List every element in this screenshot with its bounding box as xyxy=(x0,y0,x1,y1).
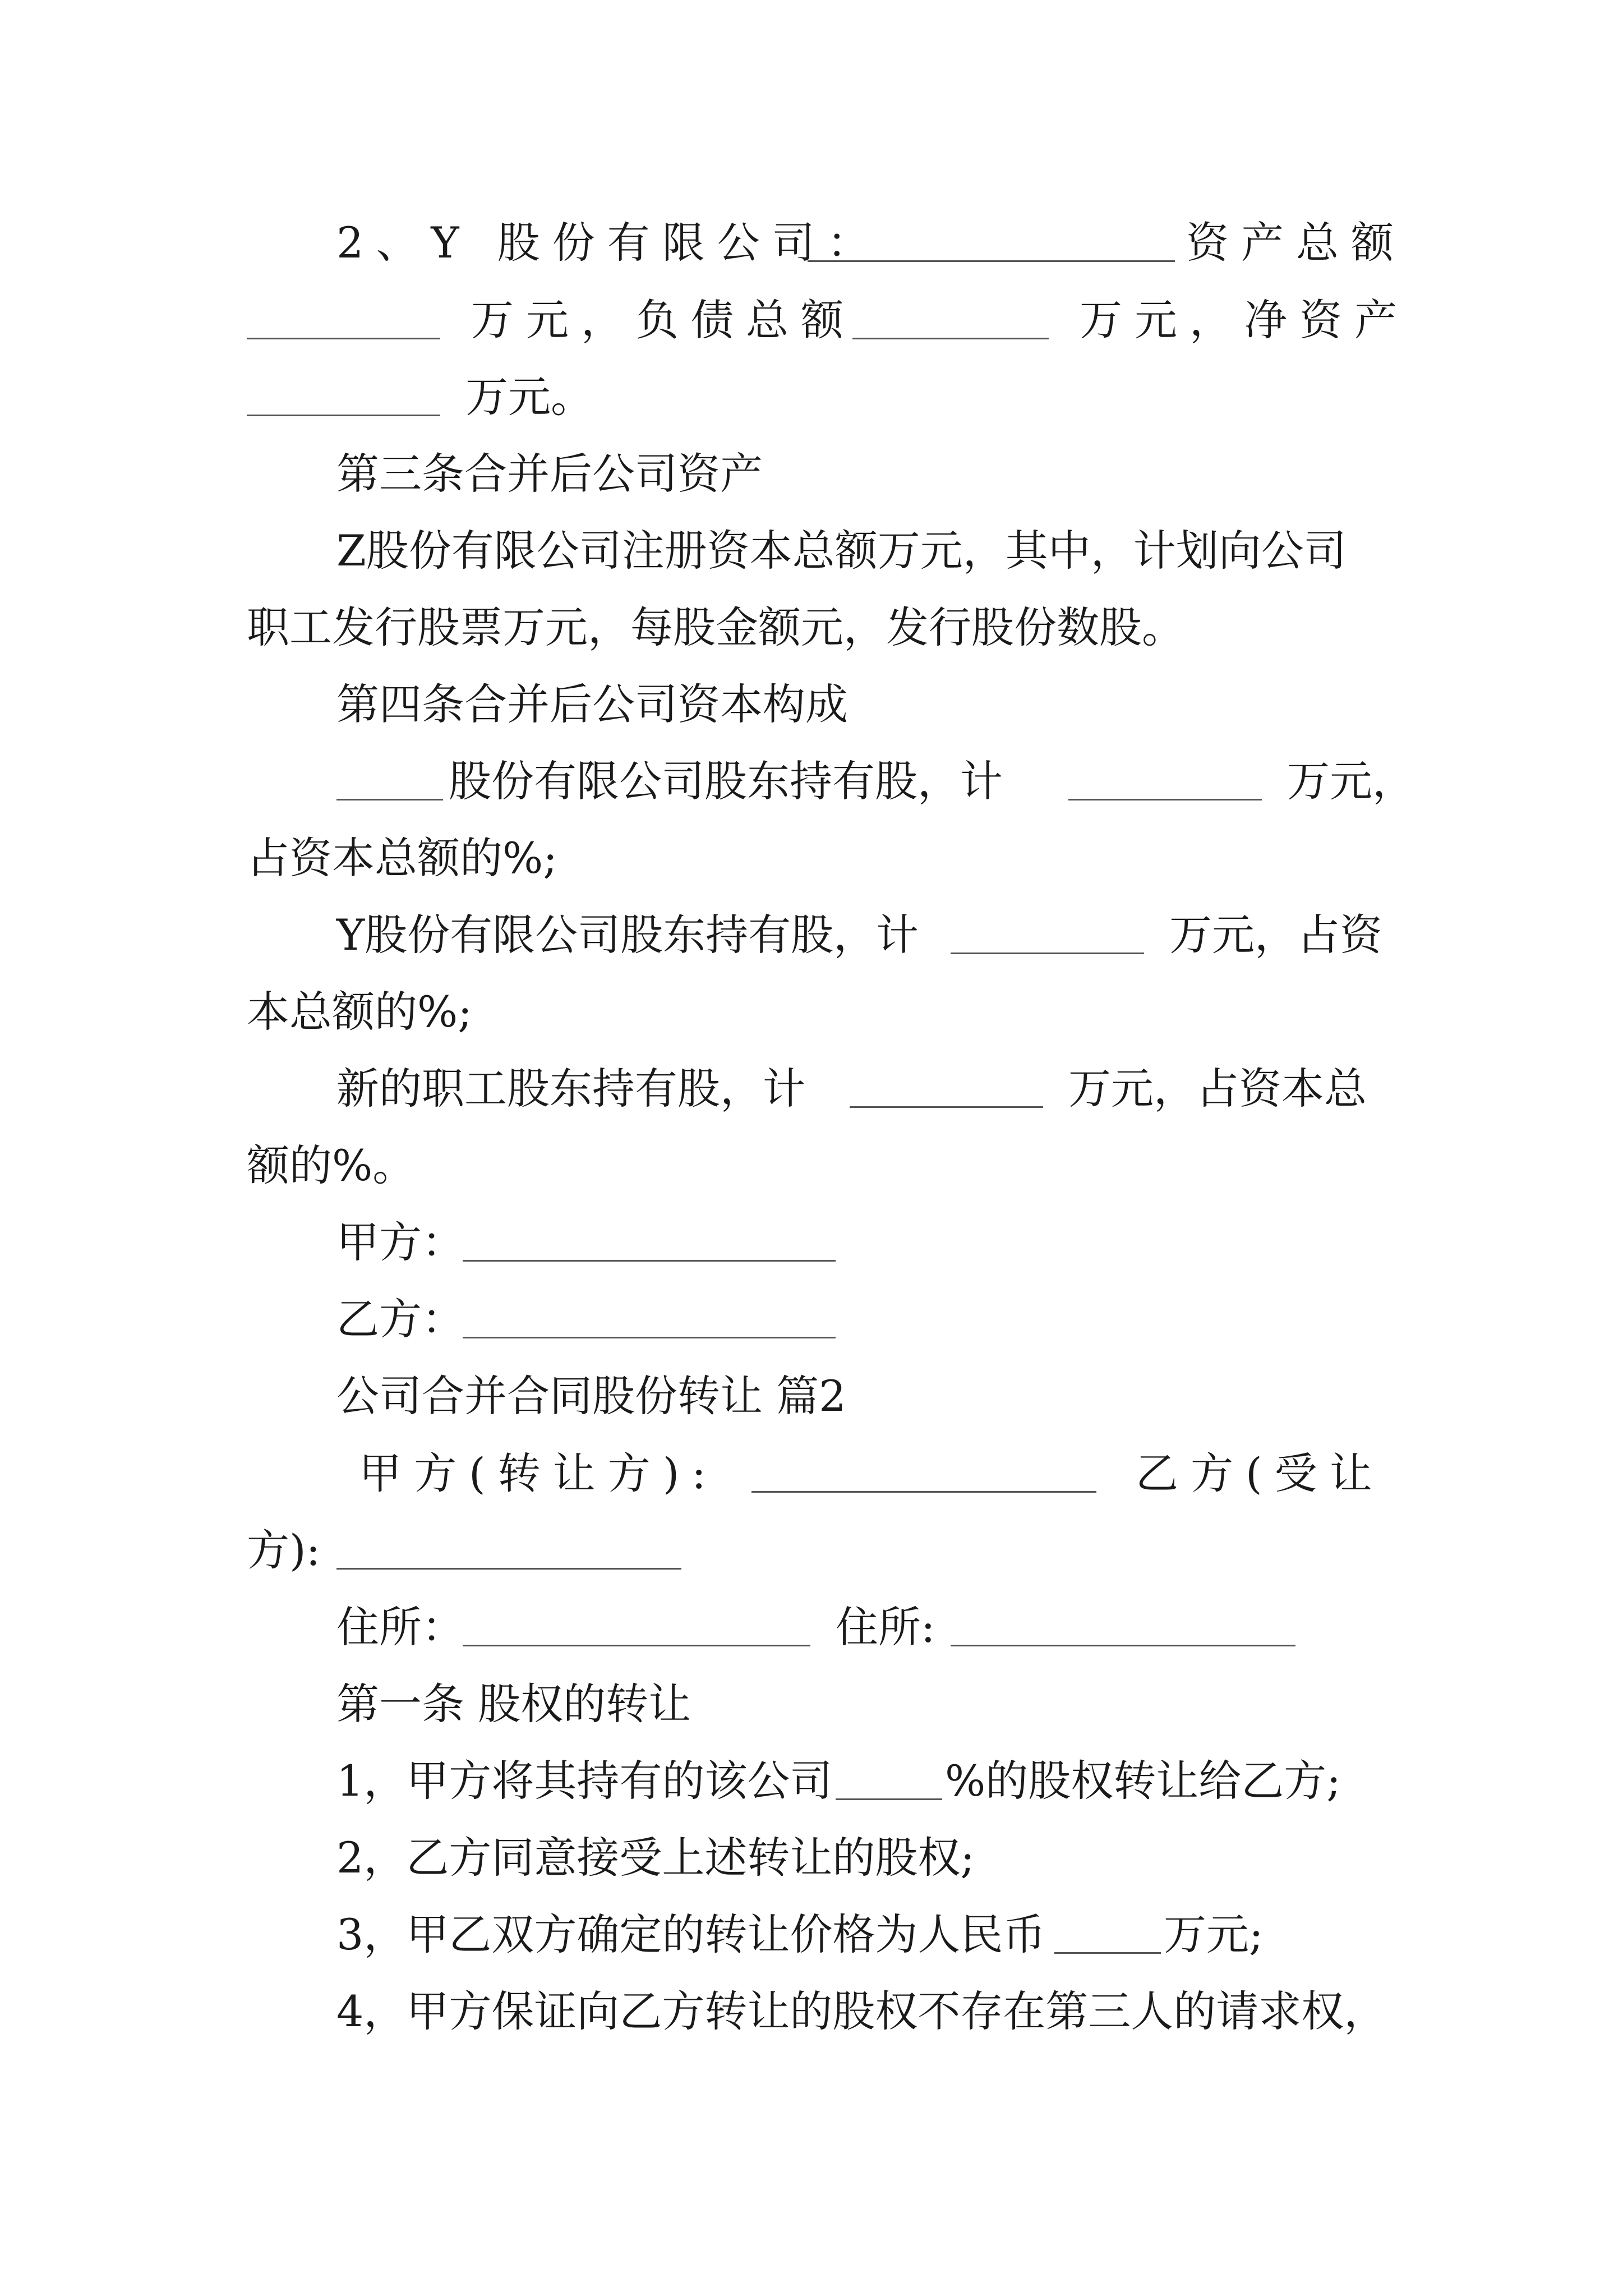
blank-field xyxy=(951,953,1144,954)
text-line xyxy=(0,212,1623,274)
text-line xyxy=(0,827,1623,889)
text-line xyxy=(0,366,1623,428)
text-line xyxy=(0,1596,1623,1658)
article-heading xyxy=(0,443,1623,505)
text-line xyxy=(0,751,1623,812)
party-b-label: 乙方： xyxy=(336,1294,464,1344)
article-heading xyxy=(0,674,1623,735)
blank-field xyxy=(1054,1952,1161,1954)
item-1-text-end: %的股权转让给乙方; xyxy=(945,1756,1341,1806)
item-2-text: 2，乙方同意接受上述转让的股权; xyxy=(336,1833,975,1883)
text-line xyxy=(0,597,1623,659)
item-1-text: 1，甲方将其持有的该公司 xyxy=(336,1756,833,1806)
paragraph-text: 职工发行股票万元，每股金额元，发行股份数股。 xyxy=(247,602,1184,652)
section-title xyxy=(0,1365,1623,1427)
address-b-label: 住所: xyxy=(836,1602,935,1652)
shareholding-text: 股份有限公司股东持有股，计 xyxy=(449,756,1003,806)
text-line xyxy=(0,1058,1623,1120)
blank-field xyxy=(850,1106,1043,1108)
transferee-label-end: 方): xyxy=(247,1525,321,1575)
blank-field xyxy=(836,1798,942,1800)
item-3-text: 3，甲乙双方确定的转让价格为人民币 xyxy=(336,1910,1046,1959)
article-heading xyxy=(0,1673,1623,1735)
party-a-label: 甲方： xyxy=(336,1217,464,1267)
blank-field xyxy=(247,338,440,339)
text-line xyxy=(0,520,1623,582)
article-4-title: 第四条合并后公司资本构成 xyxy=(336,679,848,729)
company-y-label: 2、Y 股份有限公司： xyxy=(336,218,882,268)
unit-text: 万元，占资本总 xyxy=(1068,1064,1367,1114)
transferee-label: 乙方(受让 xyxy=(1136,1448,1385,1498)
text-line xyxy=(0,1443,1623,1504)
blank-field xyxy=(808,260,1175,262)
shareholding-text: Y股份有限公司股东持有股，计 xyxy=(336,910,919,960)
text-line xyxy=(0,1135,1623,1197)
text-line xyxy=(0,981,1623,1043)
unit-text: 万元， xyxy=(1287,756,1415,806)
blank-field xyxy=(852,338,1049,339)
blank-field xyxy=(951,1645,1295,1646)
net-assets-label: 万元，净资产 xyxy=(1080,295,1409,345)
item-3-text-end: 万元; xyxy=(1164,1910,1264,1959)
address-a-label: 住所： xyxy=(336,1602,464,1652)
blank-field xyxy=(336,799,443,800)
transferor-label: 甲方(转让方): xyxy=(359,1448,718,1498)
blank-field xyxy=(463,1260,836,1262)
unit-text: 万元。 xyxy=(465,372,593,422)
total-assets-label: 资产总额 xyxy=(1186,218,1406,268)
liabilities-label: 万元，负债总额 xyxy=(471,295,856,345)
signature-line xyxy=(0,1212,1623,1273)
text-line xyxy=(0,289,1623,351)
text-line xyxy=(0,1520,1623,1581)
blank-field xyxy=(1068,799,1262,800)
article-3-title: 第三条合并后公司资产 xyxy=(336,449,763,499)
signature-line xyxy=(0,1289,1623,1350)
list-item xyxy=(0,1981,1623,2042)
blank-field xyxy=(751,1491,1096,1493)
unit-text: 万元，占资 xyxy=(1169,910,1382,960)
item-4-text: 4，甲方保证向乙方转让的股权不存在第三人的请求权， xyxy=(336,1986,1387,2036)
list-item xyxy=(0,1904,1623,1966)
list-item xyxy=(0,1827,1623,1889)
blank-field xyxy=(463,1337,836,1338)
section-2-title: 公司合并合同股份转让 篇2 xyxy=(336,1371,846,1421)
shareholding-text: 新的职工股东持有股，计 xyxy=(336,1064,805,1114)
paragraph-text: 本总额的%; xyxy=(247,987,472,1037)
paragraph-text: 额的%。 xyxy=(247,1140,416,1190)
blank-field xyxy=(336,1568,681,1570)
blank-field xyxy=(463,1645,810,1646)
paragraph-text: 占资本总额的%; xyxy=(247,833,557,883)
text-line xyxy=(0,904,1623,966)
list-item xyxy=(0,1750,1623,1812)
blank-field xyxy=(247,415,440,416)
paragraph-text: Z股份有限公司注册资本总额万元，其中，计划向公司 xyxy=(336,526,1347,576)
article-1-title: 第一条 股权的转让 xyxy=(336,1679,691,1729)
